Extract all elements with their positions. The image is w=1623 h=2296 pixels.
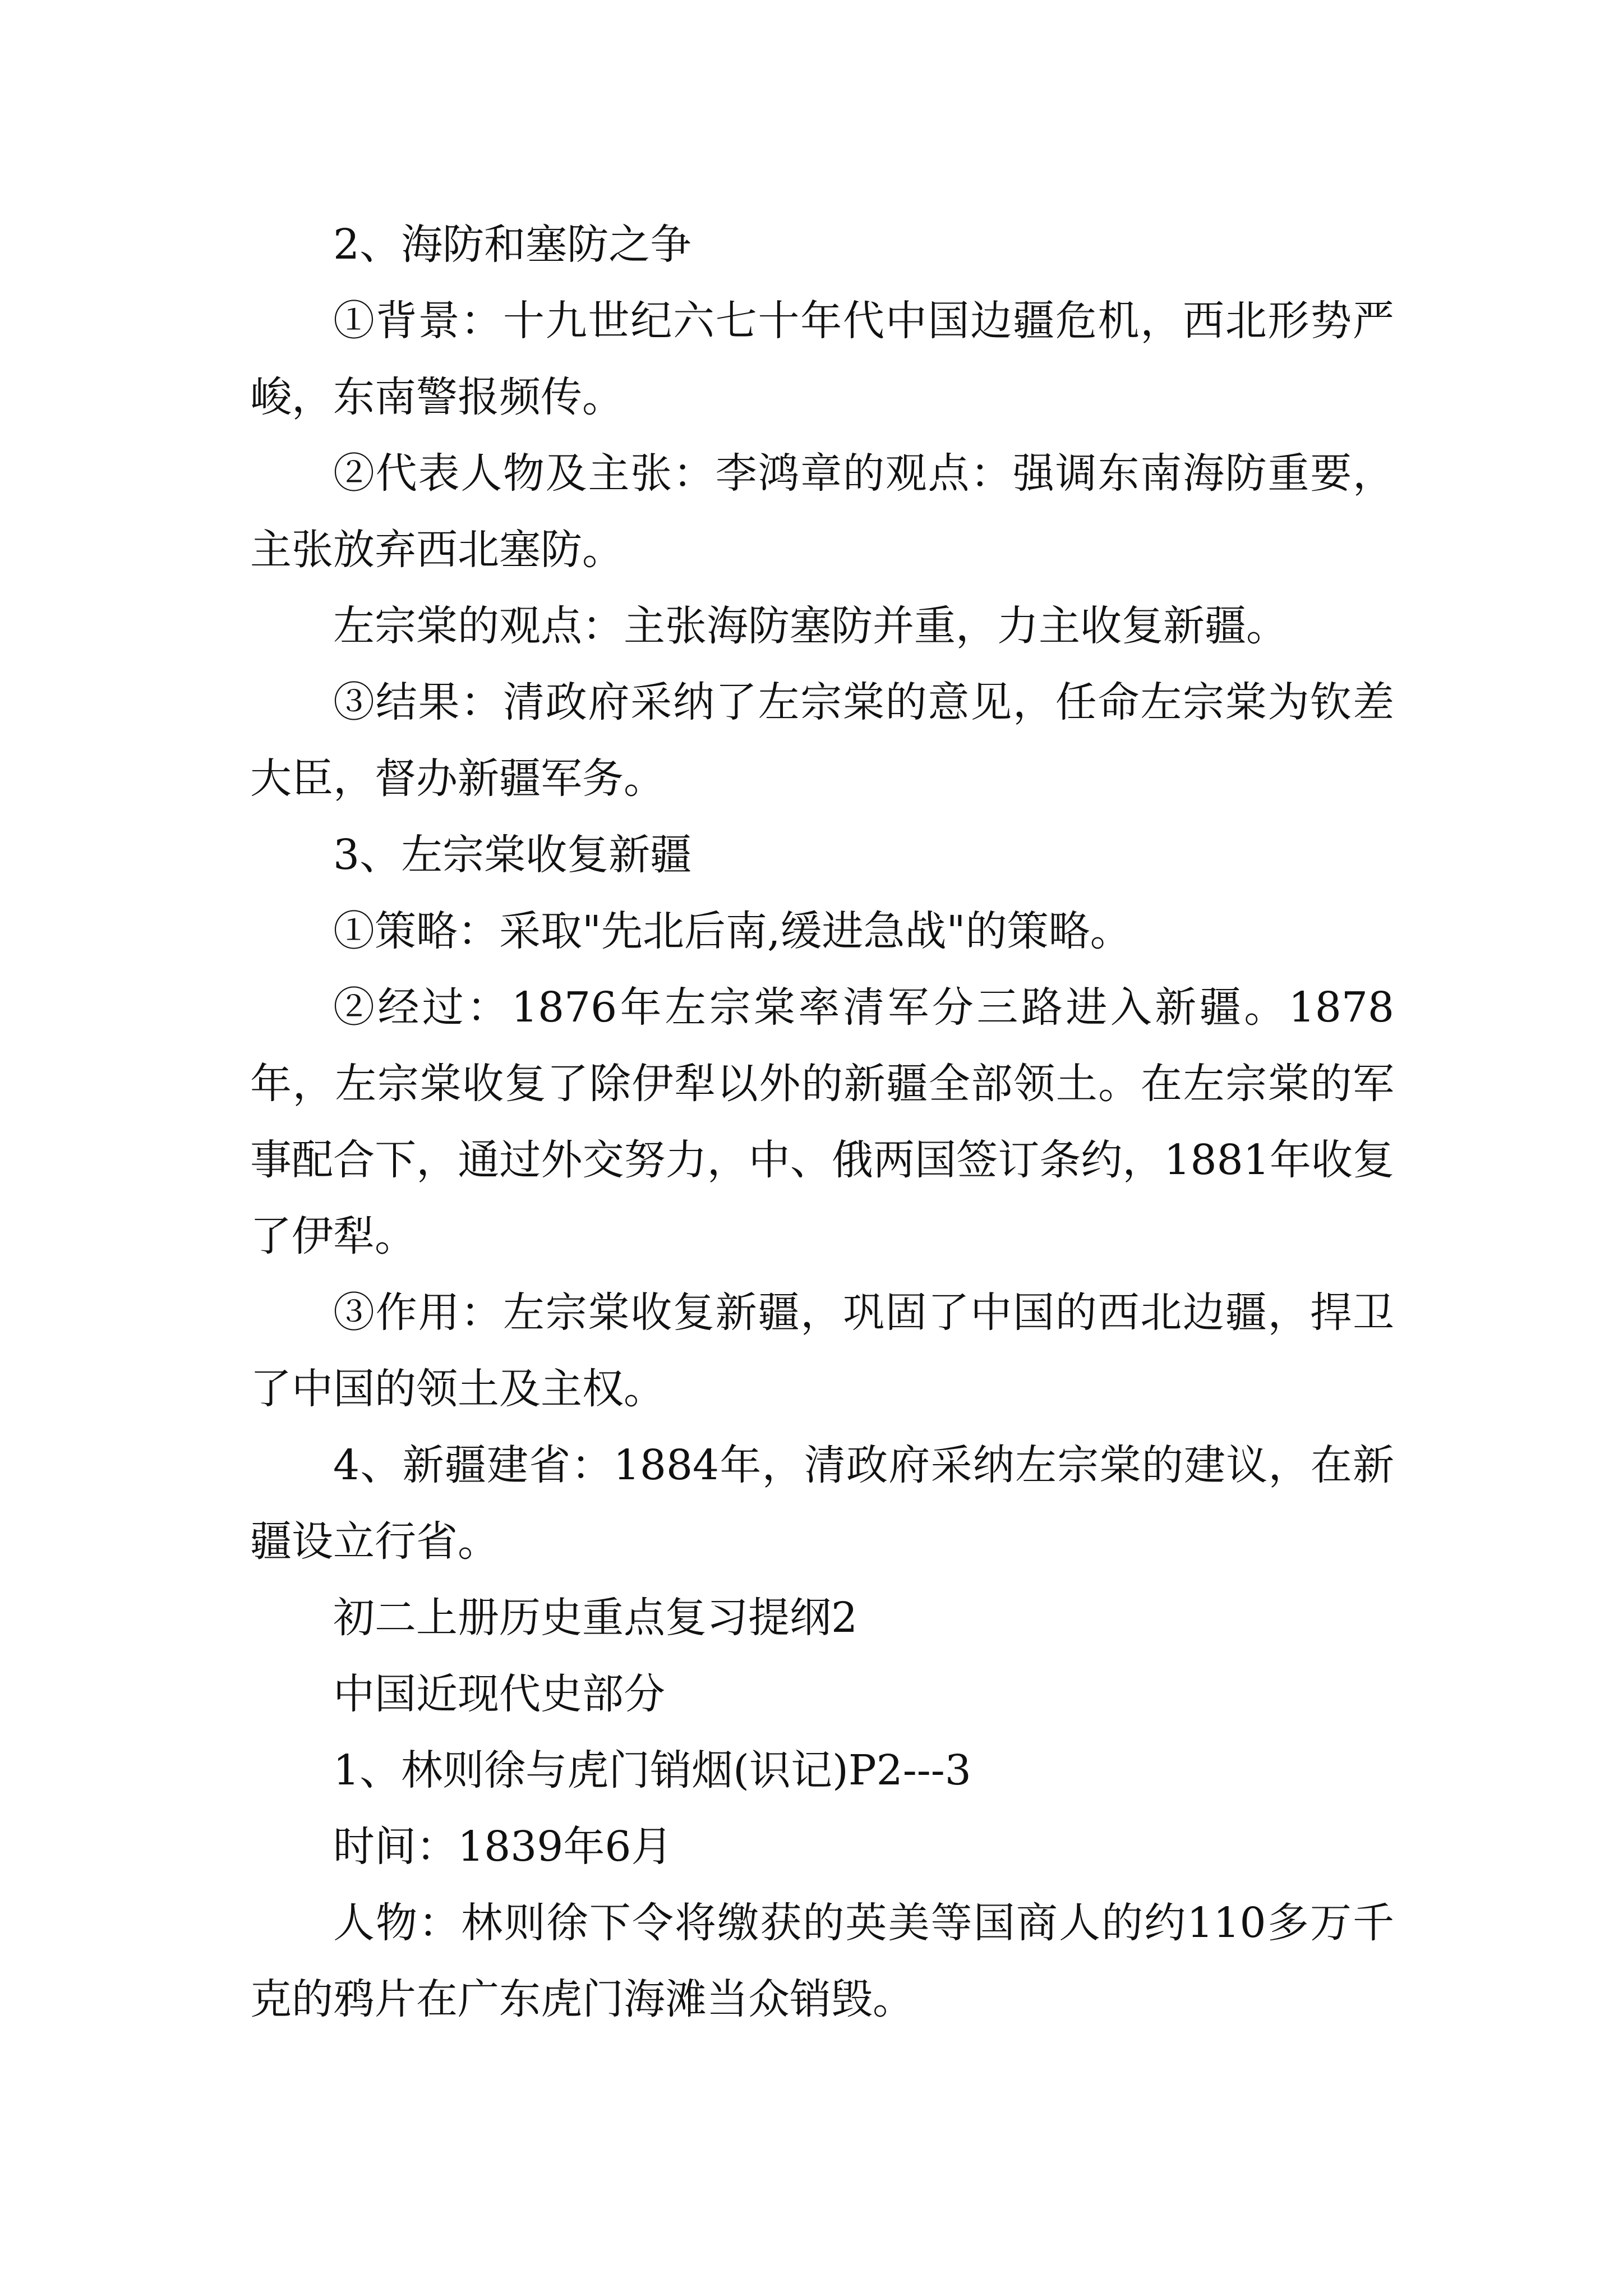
paragraph-person: 人物：林则徐下令将缴获的英美等国商人的约110多万千克的鸦片在广东虎门海滩当众销毁。 bbox=[250, 1899, 1394, 2023]
paragraph-zuo-zongtang-view: 左宗棠的观点：主张海防塞防并重，力主收复新疆。 bbox=[333, 602, 1288, 650]
paragraph-time: 时间：1839年6月 bbox=[333, 1823, 673, 1871]
paragraph-effect: ③作用：左宗棠收复新疆，巩固了中国的西北边疆，捍卫了中国的领土及主权。 bbox=[250, 1289, 1394, 1413]
paragraph-background: ①背景：十九世纪六七十年代中国边疆危机，西北形势严峻，东南警报频传。 bbox=[250, 297, 1394, 421]
paragraph-strategy: ①策略：采取"先北后南,缓进急战"的策略。 bbox=[333, 907, 1132, 955]
document-subtitle: 初二上册历史重点复习提纲2 bbox=[333, 1594, 858, 1642]
section-heading-sea-land-defense: 2、海防和塞防之争 bbox=[333, 220, 692, 269]
section-title-modern-history: 中国近现代史部分 bbox=[333, 1670, 665, 1718]
paragraph-process: ②经过：1876年左宗棠率清军分三路进入新疆。1878年，左宗棠收复了除伊犁以外的新疆全部领土。在左宗棠的军事配合下，通过外交努力，中、俄两国签订条约，1881年收复了伊犁。 bbox=[250, 983, 1394, 1260]
paragraph-xinjiang-province: 4、新疆建省：1884年，清政府采纳左宗棠的建议，在新疆设立行省。 bbox=[250, 1441, 1394, 1566]
document-body bbox=[250, 206, 1394, 2037]
paragraph-li-hongzhang-view: ②代表人物及主张：李鸿章的观点：强调东南海防重要，主张放弃西北塞防。 bbox=[250, 449, 1394, 574]
section-heading-recover-xinjiang: 3、左宗棠收复新疆 bbox=[333, 831, 692, 879]
section-heading-humen-opium: 1、林则徐与虎门销烟(识记)P2---3 bbox=[333, 1746, 971, 1795]
paragraph-result: ③结果：清政府采纳了左宗棠的意见，任命左宗棠为钦差大臣，督办新疆军务。 bbox=[250, 678, 1394, 803]
